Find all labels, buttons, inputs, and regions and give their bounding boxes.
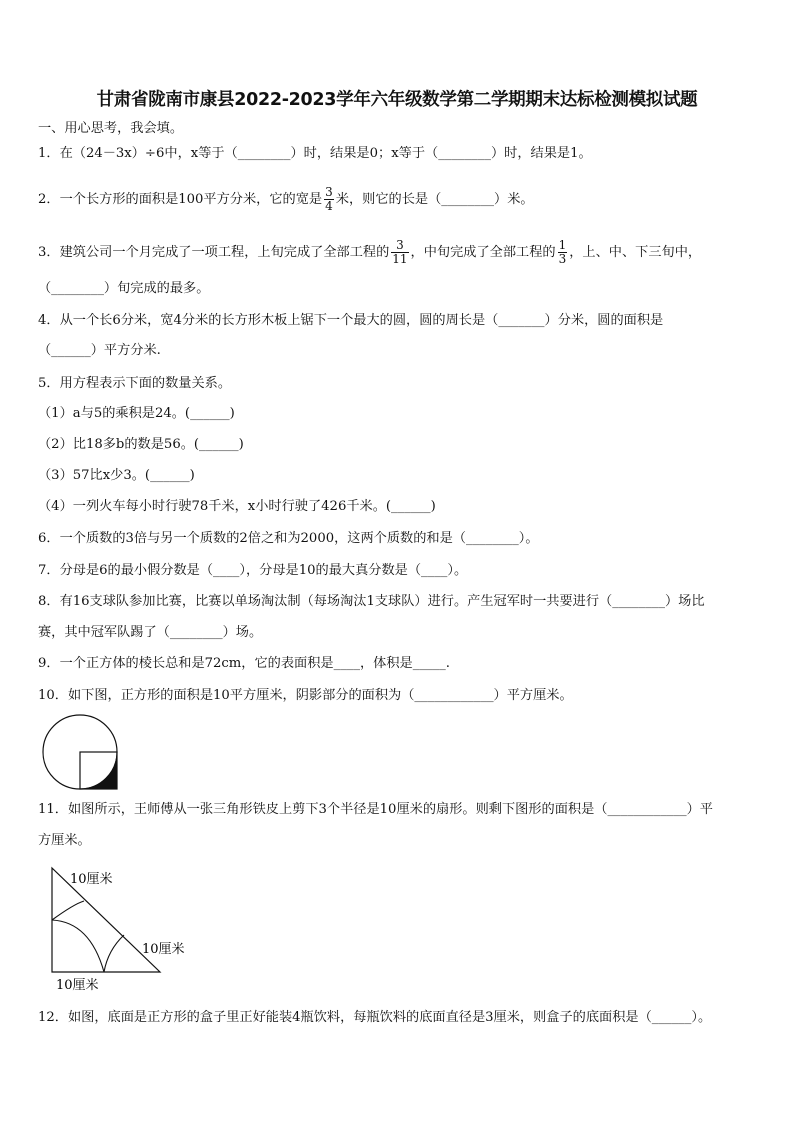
question-3-text-before: 3．建筑公司一个月完成了一项工程，上旬完成了全部工程的 (38, 245, 390, 260)
question-1: 1．在（24－3x）÷6中，x等于（________）时，结果是0；x等于（________）时，结果是1。 (38, 146, 592, 161)
fraction-one-third (558, 239, 568, 266)
question-5-stem: 5．用方程表示下面的数量关系。 (38, 376, 232, 391)
question-3-text-after: ，上、中、下三旬中， (569, 245, 702, 260)
question-8-line-1: 8．有16支球队参加比赛，比赛以单场淘汰制（每场淘汰1支球队）进行。产生冠军时一共要进行（________）场比 (38, 594, 705, 609)
question-11-line-2: 方厘米。 (38, 833, 91, 848)
question-2-text-after: 米，则它的长是（________）米。 (335, 192, 534, 207)
fraction-denominator: 3 (558, 252, 567, 266)
page-title: 甘肃省陇南市康县2022-2023学年六年级数学第二学期期末达标检测模拟试题 (96, 90, 698, 110)
sector-left-arc (52, 920, 104, 972)
sector-top-arc (52, 901, 84, 920)
question-7: 7．分母是6的最小假分数是（____），分母是10的最大真分数是（____）。 (38, 563, 468, 578)
question-9: 9．一个正方体的棱长总和是72cm，它的表面积是____，体积是_____. (38, 656, 450, 671)
question-12: 12．如图，底面是正方形的盒子里正好能装4瓶饮料，每瓶饮料的底面直径是3厘米，则盒子的底面积是（______）。 (38, 1010, 712, 1025)
question-10-figure (40, 712, 120, 792)
question-5-item-4: （4）一列火车每小时行驶78千米，x小时行驶了426千米。(______) (38, 499, 436, 514)
question-5-item-3: （3）57比x少3。(______) (38, 468, 195, 483)
fraction-numerator: 3 (325, 185, 333, 199)
question-5-item-1: （1）a与5的乘积是24。(______) (38, 406, 235, 421)
section-heading: 一、用心思考，我会填。 (38, 121, 184, 136)
question-3-line-1 (38, 233, 701, 273)
sector-right-arc (104, 935, 124, 972)
question-5-item-2: （2）比18多b的数是56。(______) (38, 437, 244, 452)
fraction-numerator: 1 (558, 238, 567, 252)
label-hypotenuse-top: 10厘米 (70, 872, 113, 887)
fraction-denominator: 11 (392, 252, 408, 266)
label-hypotenuse-right: 10厘米 (142, 942, 185, 957)
fraction-numerator: 3 (391, 239, 408, 253)
question-3-text-middle: ，中旬完成了全部工程的 (410, 245, 556, 260)
question-8-line-2: 赛，其中冠军队踢了（________）场。 (38, 625, 263, 640)
question-11-figure (40, 860, 210, 995)
question-4-line-1: 4．从一个长6分米，宽4分米的长方形木板上锯下一个最大的圆，圆的周长是（_______）分米，圆的面积是 (38, 313, 664, 328)
question-4-line-2: （______）平方分米. (38, 343, 161, 358)
question-2-text-before: 2．一个长方形的面积是100平方分米，它的宽是 (38, 192, 323, 207)
fraction-denominator: 4 (325, 199, 333, 213)
label-base: 10厘米 (56, 978, 99, 993)
question-2 (38, 180, 534, 220)
question-6: 6．一个质数的3倍与另一个质数的2倍之和为2000，这两个质数的和是（________）。 (38, 531, 539, 546)
question-10: 10．如下图，正方形的面积是10平方厘米，阴影部分的面积为（____________）平方厘米。 (38, 688, 573, 703)
question-11-line-1: 11．如图所示，王师傅从一张三角形铁皮上剪下3个半径是10厘米的扇形。则剩下图形的面积是（____________）平 (38, 802, 713, 817)
fraction-three-elevenths (391, 239, 408, 266)
question-3-line-2: （________）旬完成的最多。 (38, 281, 210, 296)
fraction-three-quarters (324, 186, 334, 213)
